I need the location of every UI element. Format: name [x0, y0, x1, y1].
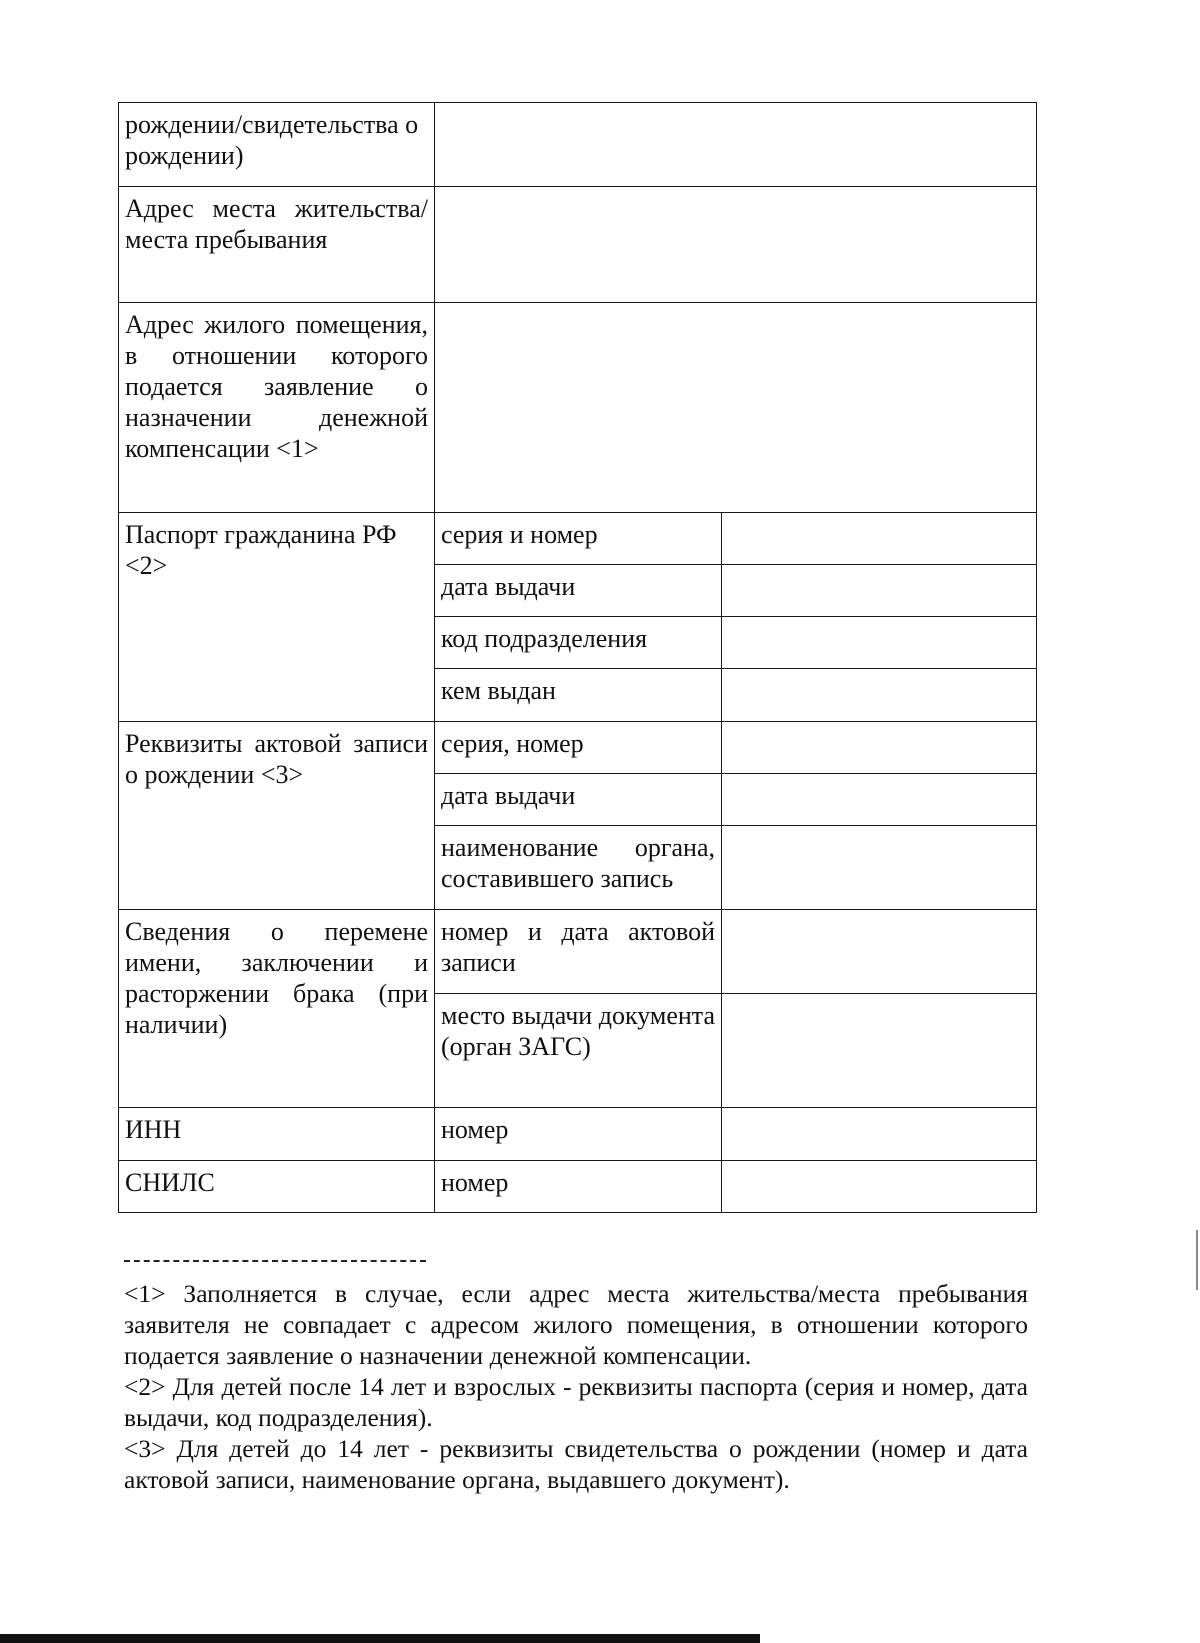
table-row [119, 303, 1037, 513]
row-label-birth-cert-continued: рождении/свидетельства о рождении) [119, 103, 435, 187]
footnote-separator [124, 1260, 426, 1262]
footnote-2: <2> Для детей после 14 лет и взрослых - реквизиты паспорта (серия и номер, дата выдачи, код подразделения). [124, 1372, 1028, 1432]
field-label-name-change-record: номер и дата актовой записи [435, 910, 722, 994]
row-label-residence-address: Адрес места жительства/места пребывания [119, 187, 435, 303]
scan-bottom-edge [0, 1634, 760, 1643]
value-cell-name-change-place[interactable] [722, 994, 1037, 1108]
field-label-passport-issued-by: кем выдан [435, 669, 722, 722]
field-label-passport-issue-date: дата выдачи [435, 565, 722, 617]
applicant-data-table [118, 102, 1037, 1213]
field-label-birth-record-series-number: серия, номер [435, 722, 722, 774]
value-cell-housing-address[interactable] [435, 303, 1037, 513]
value-cell-passport-series-number[interactable] [722, 513, 1037, 565]
table-row [119, 1108, 1037, 1161]
field-label-snils-number: номер [435, 1161, 722, 1213]
value-cell-birth-record-authority[interactable] [722, 826, 1037, 910]
row-label-name-change: Сведения о перемене имени, заключении и расторжении брака (при наличии) [119, 910, 435, 1108]
field-label-passport-division-code: код подразделения [435, 617, 722, 669]
row-label-inn: ИНН [119, 1108, 435, 1161]
row-label-passport: Паспорт гражданина РФ <2> [119, 513, 435, 722]
field-label-name-change-place: место выдачи документа (орган ЗАГС) [435, 994, 722, 1108]
footnote-3: <3> Для детей до 14 лет - реквизиты свидетельства о рождении (номер и дата актовой записи, наименование органа, выдавшего документ). [124, 1434, 1028, 1494]
field-label-birth-record-authority: наименование органа, составившего запись [435, 826, 722, 910]
row-label-housing-address: Адрес жилого помещения, в отношении которого подается заявление о назначении денежной компенсации <1> [119, 303, 435, 513]
value-cell-passport-division-code[interactable] [722, 617, 1037, 669]
value-cell-name-change-record[interactable] [722, 910, 1037, 994]
scan-right-edge-mark [1196, 1230, 1198, 1290]
table-row [119, 1161, 1037, 1213]
table-row [119, 513, 1037, 565]
table-row [119, 103, 1037, 187]
table-row [119, 722, 1037, 774]
field-label-inn-number: номер [435, 1108, 722, 1161]
value-cell-snils-number[interactable] [722, 1161, 1037, 1213]
row-label-snils: СНИЛС [119, 1161, 435, 1213]
value-cell-residence-address[interactable] [435, 187, 1037, 303]
value-cell-birth-record-series-number[interactable] [722, 722, 1037, 774]
value-cell-inn-number[interactable] [722, 1108, 1037, 1161]
table-row [119, 910, 1037, 994]
footnotes-section [124, 1260, 1028, 1495]
value-cell-passport-issue-date[interactable] [722, 565, 1037, 617]
value-cell-birth-record-issue-date[interactable] [722, 774, 1037, 826]
footnote-1: <1> Заполняется в случае, если адрес места жительства/места пребывания заявителя не совпадает с адресом жилого помещения, в отношении которого подается заявление о назначении денежной компенсации. [124, 1279, 1028, 1370]
table-row [119, 187, 1037, 303]
row-label-birth-record: Реквизиты актовой записи о рождении <3> [119, 722, 435, 910]
value-cell-passport-issued-by[interactable] [722, 669, 1037, 722]
field-label-passport-series-number: серия и номер [435, 513, 722, 565]
field-label-birth-record-issue-date: дата выдачи [435, 774, 722, 826]
value-cell-birth-cert[interactable] [435, 103, 1037, 187]
